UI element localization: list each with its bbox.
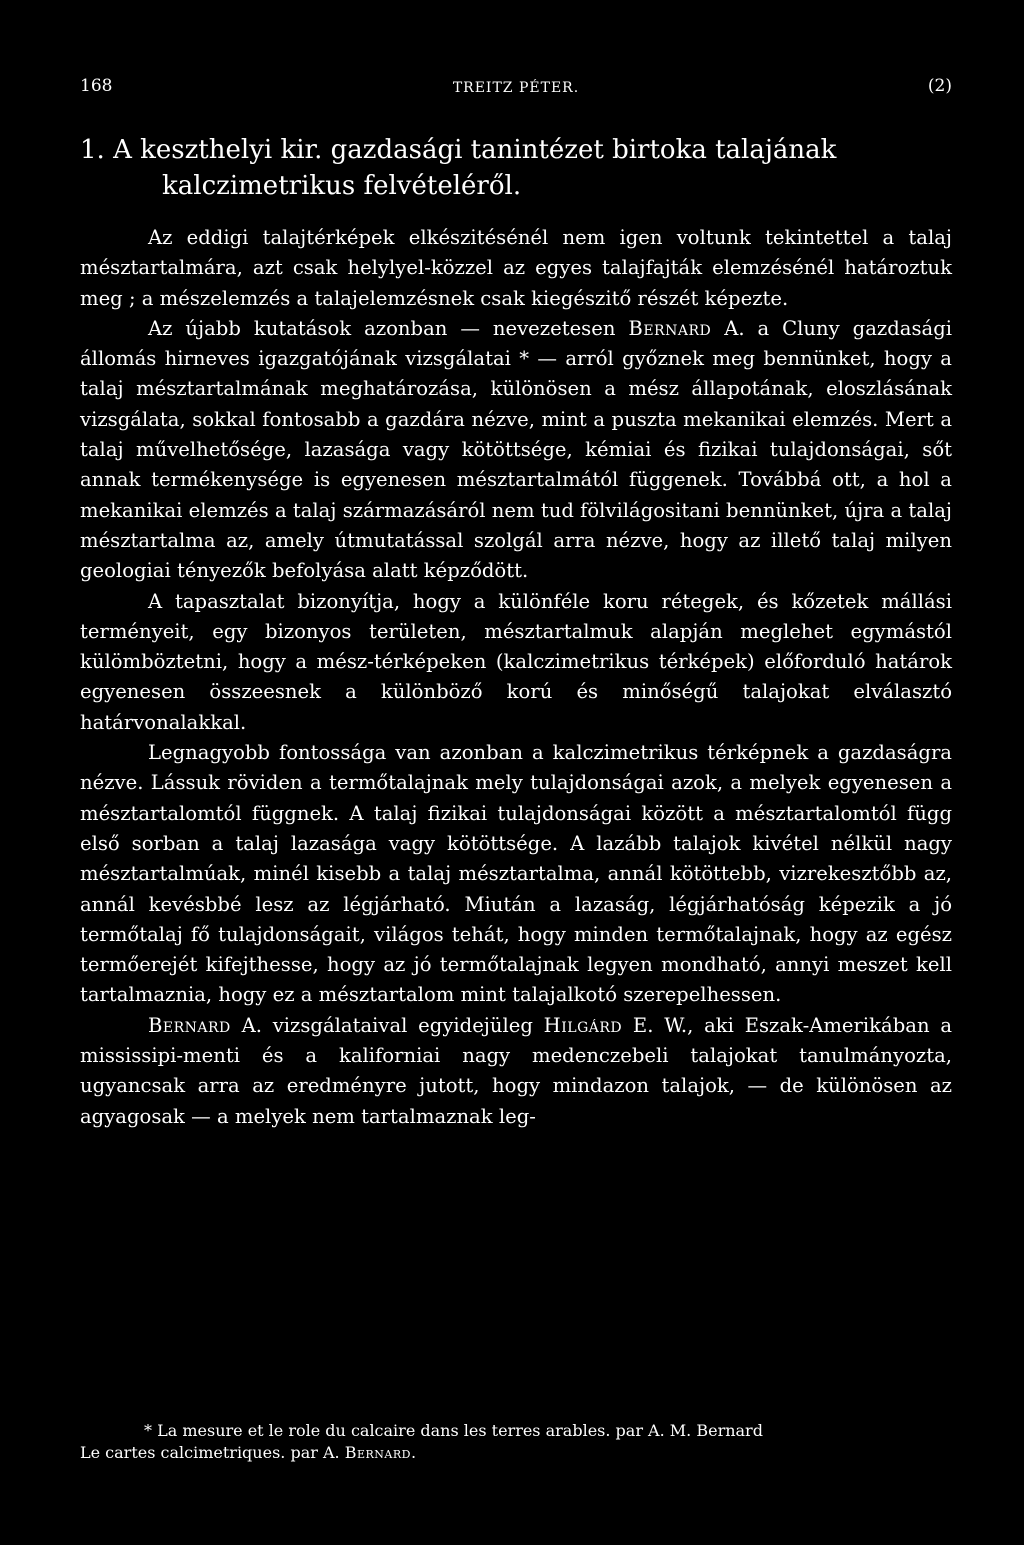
- footnote-author-name: Bernard.: [344, 1443, 417, 1462]
- paragraph-5-rest: E. W., aki Eszak-Amerikában a mississipi-menti és a kaliforniai nagy medenczebeli talajokat tanulmányozta, ugyancsak arra az eredményre jutott, hogy mindazon talajok, — de különösen az agyagosak — a melyek nem tartalmaznak leg-: [80, 1013, 952, 1128]
- footnote-line-2-lead: Le cartes calcimetriques. par A.: [80, 1443, 340, 1462]
- section-number: (2): [927, 76, 952, 96]
- body-text: [80, 223, 952, 1132]
- page-header: [80, 76, 952, 100]
- paragraph-5-mid: A. vizsgálataival egyidejüleg: [241, 1013, 533, 1037]
- author-name-bernard: Bernard: [148, 1013, 231, 1037]
- section-heading-line-2: kalczimetrikus felvételéről.: [162, 171, 522, 201]
- footnote: [80, 1420, 952, 1464]
- author-name-hilgard: Hilgárd: [543, 1013, 623, 1037]
- paragraph-1: Az eddigi talajtérképek elkészitésénél nem igen voltunk tekintettel a talaj mésztartalmára, azt csak helylyel-közzel az egyes talajfajták elemzésénél határoztuk meg ; a mészelemzés a talajelemzésnek csak kiegészitő részét képezte.: [80, 226, 952, 310]
- paragraph-2-rest: A. a Cluny gazdasági állomás hirneves igazgatójának vizsgálatai * — arról győznek meg bennünket, hogy a talaj mésztartalmának meghatározása, különösen a mész állapotának, eloszlásának vizsgálata, sokkal fontosabb a gazdára nézve, mint a puszta mekanikai elemzés. Mert a talaj művelhetősége, lazasága vagy kötöttsége, kémiai és fizikai tulajdonságai, sőt annak termékenysége is egyenesen mésztartalmától függenek. Továbbá ott, a hol a mekanikai elemzés a talaj származásáról nem tud fölvilágositani bennünket, újra a talaj mésztartalma az, amely útmutatással szolgál arra nézve, hogy az illető talaj milyen geologiai tényezők befolyása alatt képződött.: [80, 316, 953, 583]
- paragraph-5: [80, 1011, 952, 1132]
- paragraph-2: [80, 314, 952, 587]
- running-title: TREITZ PÉTER.: [452, 80, 580, 96]
- paragraph-4: Legnagyobb fontossága van azonban a kalczimetrikus térképnek a gazdaságra nézve. Lássuk röviden a termőtalajnak mely tulajdonságai azok, a melyek egyenesen a mésztartalomtól függnek. A talaj fizikai tulajdonságai között a mésztartalomtól függ első sorban a talaj lazasága vagy kötöttsége. A lazább talajok kivétel nélkül nagy mésztartalmúak, minél kisebb a talaj mésztartalma, annál kötöttebb, vizrekesztőbb az, annál kevésbbé lesz az légjárható. Miután a lazaság, légjárhatóság képezik a jó termőtalaj fő tulajdonságait, világos tehát, hogy minden termőtalajnak, hogy az egész termőerejét kifejthesse, hogy az jó termőtalajnak legyen mondható, annyi meszet kell tartalmaznia, hogy ez a mésztartalom mint talajalkotó szerepelhessen.: [80, 741, 952, 1007]
- page-number: 168: [80, 76, 113, 96]
- footnote-line-1: * La mesure et le role du calcaire dans les terres arables. par A. M. Bernard: [144, 1421, 763, 1440]
- footnote-line-2: [80, 1442, 952, 1464]
- section-heading-line-1: 1. A keszthelyi kir. gazdasági tanintézet birtoka talajának: [80, 135, 837, 165]
- paragraph-3: A tapasztalat bizonyítja, hogy a különféle koru rétegek, és kőzetek mállási terményeit, egy bizonyos területen, mésztartalmuk alapján meglehet egymástól külömböztetni, hogy a mész-térképeken (kalczimetrikus térképek) előforduló határok egyenesen összeesnek a különböző korú és minőségű talajokat elválasztó határvonalakkal.: [80, 589, 952, 734]
- paragraph-2-lead: Az újabb kutatások azonban — nevezetesen: [148, 316, 616, 340]
- author-name-bernard: Bernard: [628, 316, 712, 340]
- section-heading: [80, 132, 952, 204]
- book-page: [80, 0, 952, 1545]
